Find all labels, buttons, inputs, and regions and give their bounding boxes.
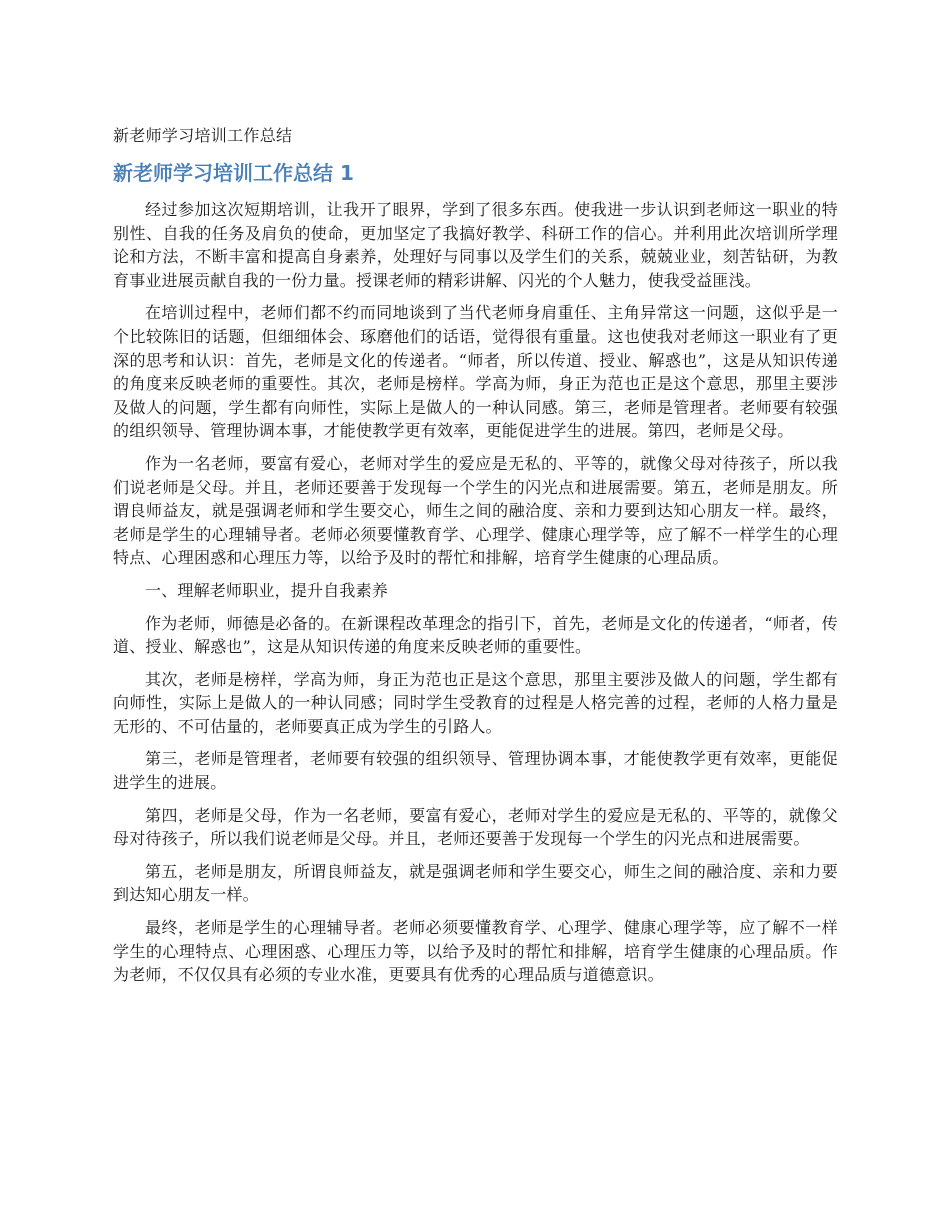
paragraph: 作为老师，师德是必备的。在新课程改革理念的指引下，首先，老师是文化的传递者，“师者，传道、授业、解惑也”，这是从知识传递的角度来反映老师的重要性。 [113, 613, 838, 657]
document-title: 新老师学习培训工作总结 [113, 126, 293, 145]
paragraph: 最终，老师是学生的心理辅导者。老师必须要懂教育学、心理学、健康心理学等，应了解不一样学生的心理特点、心理困惑、心理压力等，以给予及时的帮忙和排解，培育学生健康的心理品质。作为老师，不仅仅具有必须的专业水准，更要具有优秀的心理品质与道德意识。 [113, 918, 838, 985]
paragraph: 作为一名老师，要富有爱心，老师对学生的爱应是无私的、平等的，就像父母对待孩子，所以我们说老师是父母。并且，老师还要善于发现每一个学生的闪光点和进展需要。第五，老师是朋友。所谓良师益友，就是强调老师和学生要交心，师生之间的融洽度、亲和力要到达知心朋友一样。最终，老师是学生的心理辅导者。老师必须要懂教育学、心理学、健康心理学等，应了解不一样学生的心理特点、心理困惑和心理压力等，以给予及时的帮忙和排解，培育学生健康的心理品质。 [113, 453, 838, 568]
paragraph: 第四，老师是父母，作为一名老师，要富有爱心，老师对学生的爱应是无私的、平等的，就像父母对待孩子，所以我们说老师是父母。并且，老师还要善于发现每一个学生的闪光点和进展需要。 [113, 805, 838, 849]
document-page [113, 122, 838, 996]
paragraph: 经过参加这次短期培训，让我开了眼界，学到了很多东西。使我进一步认识到老师这一职业的特别性、自我的任务及肩负的使命，更加坚定了我搞好教学、科研工作的信心。并利用此次培训所学理论和方法，不断丰富和提高自身素养，处理好与同事以及学生们的关系，兢兢业业，刻苦钻研，为教育事业进展贡献自我的一份力量。授课老师的精彩讲解、闪光的个人魅力，使我受益匪浅。 [113, 200, 838, 290]
paragraph: 第五，老师是朋友，所谓良师益友，就是强调老师和学生要交心，师生之间的融洽度、亲和力要到达知心朋友一样。 [113, 861, 838, 905]
paragraph: 在培训过程中，老师们都不约而同地谈到了当代老师身肩重任、主角异常这一问题，这似乎是一个比较陈旧的话题，但细细体会、琢磨他们的话语，觉得很有重量。这也使我对老师这一职业有了更深的思考和认识：首先，老师是文化的传递者。“师者，所以传道、授业、解惑也”，这是从知识传递的角度来反映老师的重要性。其次，老师是榜样。学高为师，身正为范也正是这个意思，那里主要涉及做人的问题，学生都有向师性，实际上是做人的一种认同感。第三，老师是管理者。老师要有较强的组织领导、管理协调本事，才能使教学更有效率，更能促进学生的进展。第四，老师是父母。 [113, 303, 838, 441]
section-heading: 新老师学习培训工作总结 1 [113, 161, 354, 185]
paragraph: 第三，老师是管理者，老师要有较强的组织领导、管理协调本事，才能使教学更有效率，更能促进学生的进展。 [113, 749, 838, 793]
subheading-paragraph: 一、理解老师职业，提升自我素养 [145, 580, 389, 600]
paragraph: 其次，老师是榜样，学高为师，身正为范也正是这个意思，那里主要涉及做人的问题，学生都有向师性，实际上是做人的一种认同感；同时学生受教育的过程是人格完善的过程，老师的人格力量是无形的、不可估量的，老师要真正成为学生的引路人。 [113, 669, 838, 736]
